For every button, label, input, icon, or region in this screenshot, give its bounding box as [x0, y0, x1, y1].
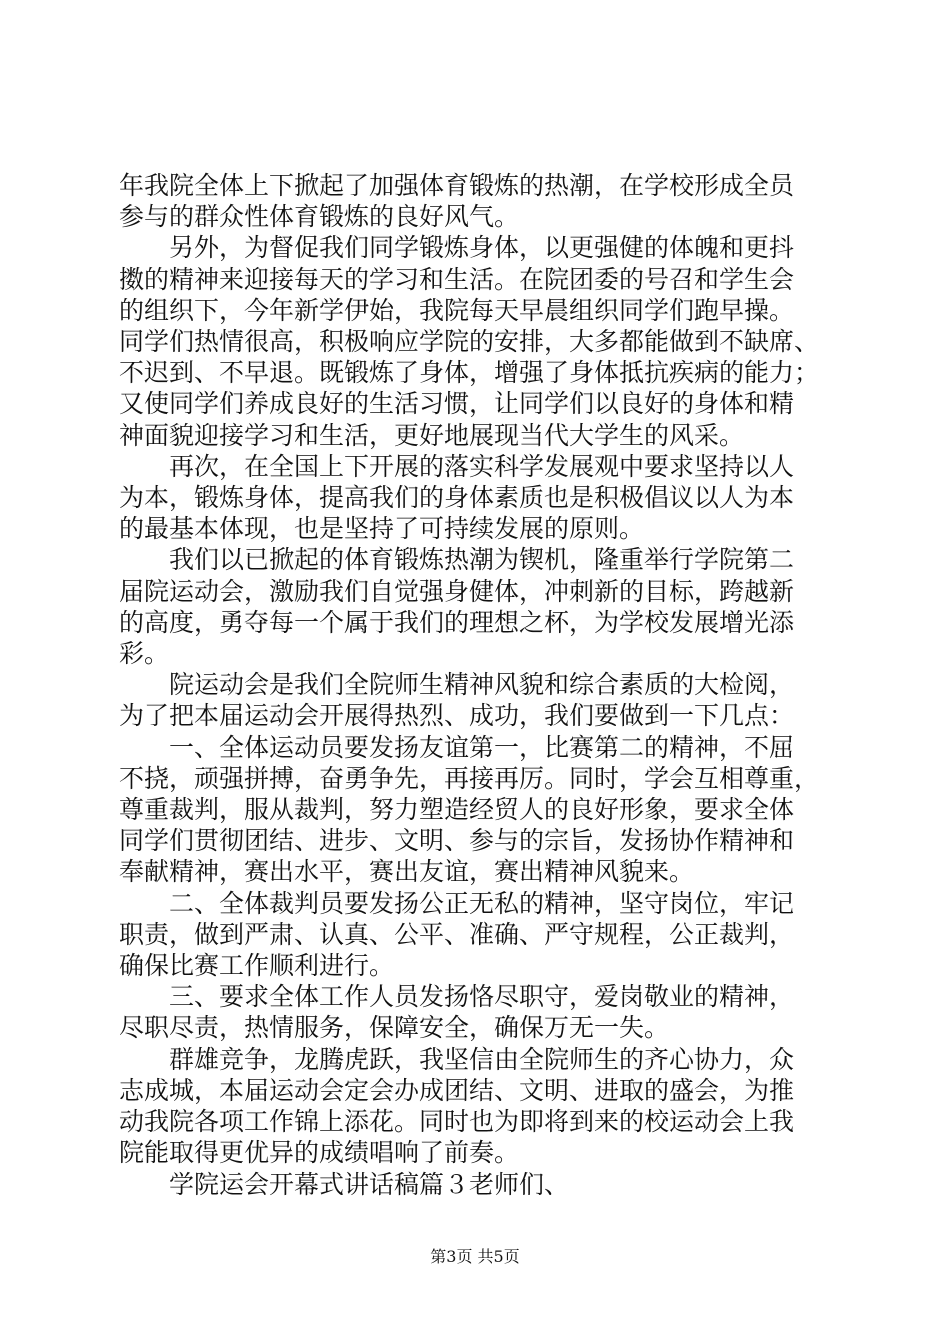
- text-line: 院能取得更优异的成绩唱响了前奏。: [119, 1138, 520, 1168]
- text-line: 参与的群众性体育锻炼的良好风气。: [119, 202, 520, 232]
- text-line: 同学们贯彻团结、进步、文明、参与的宗旨，发扬协作精神和: [119, 826, 795, 856]
- text-line: 职责，做到严肃、认真、公平、准确、严守规程，公正裁判，: [119, 919, 795, 949]
- text-line: 又使同学们养成良好的生活习惯，让同学们以良好的身体和精: [119, 389, 795, 419]
- text-line: 我们以已掀起的体育锻炼热潮为锲机，隆重举行学院第二: [119, 545, 795, 575]
- text-line: 尊重裁判，服从裁判，努力塑造经贸人的良好形象，要求全体: [119, 795, 795, 825]
- document-body: [119, 170, 839, 1200]
- text-line: 届院运动会，激励我们自觉强身健体，冲刺新的目标，跨越新: [119, 576, 795, 606]
- text-line: 为了把本届运动会开展得热烈、成功，我们要做到一下几点：: [119, 701, 795, 731]
- text-line: 为本，锻炼身体，提高我们的身体素质也是积极倡议以人为本: [119, 483, 795, 513]
- text-line: 一、全体运动员要发扬友谊第一，比赛第二的精神，不屈: [119, 732, 795, 762]
- text-line: 擞的精神来迎接每天的学习和生活。在院团委的号召和学生会: [119, 264, 795, 294]
- text-line: 年我院全体上下掀起了加强体育锻炼的热潮，在学校形成全员: [119, 171, 795, 200]
- text-line: 不迟到、不早退。既锻炼了身体，增强了身体抵抗疾病的能力；: [119, 358, 820, 388]
- text-line: 志成城，本届运动会定会办成团结、文明、进取的盛会，为推: [119, 1075, 795, 1105]
- text-line: 的组织下，今年新学伊始，我院每天早晨组织同学们跑早操。: [119, 295, 795, 325]
- text-line: 再次，在全国上下开展的落实科学发展观中要求坚持以人: [119, 451, 795, 481]
- text-line: 三、要求全体工作人员发扬恪尽职守，爱岗敬业的精神，: [119, 982, 795, 1012]
- text-line: 同学们热情很高，积极响应学院的安排，大多都能做到不缺席、: [119, 327, 820, 357]
- text-line: 彩。: [119, 639, 170, 669]
- text-line: 动我院各项工作锦上添花。同时也为即将到来的校运动会上我: [119, 1107, 795, 1137]
- text-line: 不挠，顽强拼搏，奋勇争先，再接再厉。同时，学会互相尊重，: [119, 763, 820, 793]
- text-line: 的高度，勇夺每一个属于我们的理想之杯，为学校发展增光添: [119, 607, 795, 637]
- text-line: 尽职尽责，热情服务，保障安全，确保万无一失。: [119, 1013, 670, 1043]
- text-line: 神面貌迎接学习和生活，更好地展现当代大学生的风采。: [119, 420, 745, 450]
- text-line: 奉献精神，赛出水平，赛出友谊，赛出精神风貌来。: [119, 857, 695, 887]
- text-line: 二、全体裁判员要发扬公正无私的精神，坚守岗位，牢记: [119, 888, 795, 918]
- page-footer: [0, 1244, 950, 1267]
- page-number-label: 第3页 共5页: [430, 1247, 520, 1266]
- text-line: 群雄竞争，龙腾虎跃，我坚信由全院师生的齐心协力，众: [119, 1044, 795, 1074]
- text-line: 的最基本体现，也是坚持了可持续发展的原则。: [119, 514, 645, 544]
- text-line: 确保比赛工作顺利进行。: [119, 951, 395, 981]
- text-line: 学院运会开幕式讲话稿篇３老师们、: [119, 1169, 570, 1199]
- text-line: 另外，为督促我们同学锻炼身体，以更强健的体魄和更抖: [119, 233, 795, 263]
- text-line: 院运动会是我们全院师生精神风貌和综合素质的大检阅，: [119, 670, 795, 700]
